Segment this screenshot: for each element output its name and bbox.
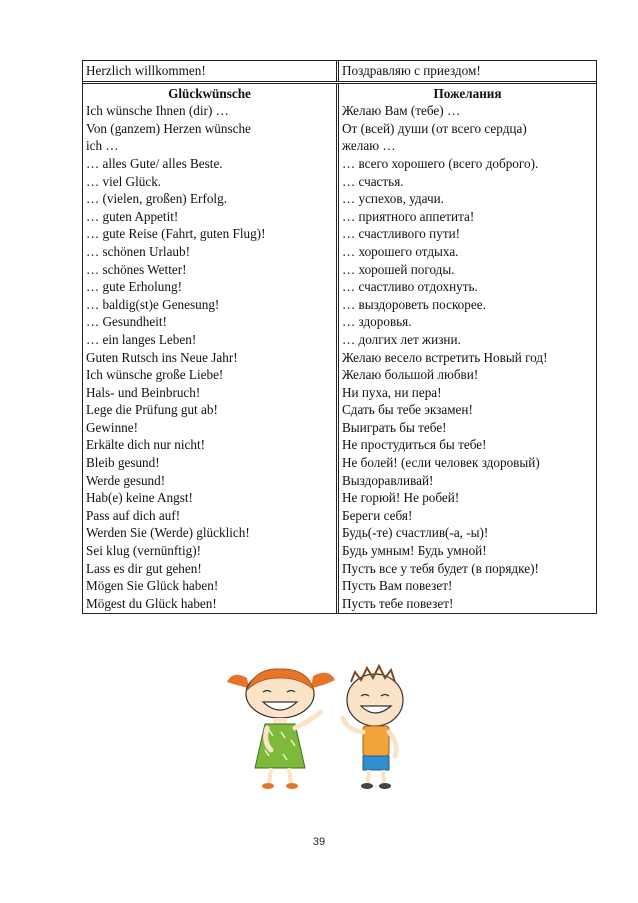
de-phrase-line: … guten Appetit! [86,208,179,224]
ru-phrase-line: … хорошей погоды. [342,261,455,277]
girl-figure [227,669,335,789]
de-phrase-line: Mögest du Glück haben! [86,595,217,611]
ru-phrase-line: … всего хорошего (всего доброго). [342,155,539,171]
ru-phrase-line: Не болей! (если человек здоровый) [342,455,540,471]
table-header-row [83,61,596,81]
ru-phrase-line: … счастливого пути! [342,226,461,242]
russian-column [339,84,596,614]
de-phrase-line: ich … [86,138,119,154]
de-phrase-line: Erkälte dich nur nicht! [86,437,206,453]
ru-phrase-line: Ни пуха, ни пера! [342,384,442,400]
de-phrase-line: … viel Glück. [86,173,162,189]
header-cell-ru: Поздравляю с приездом! [342,63,481,78]
de-phrase-line: Hals- und Beinbruch! [86,384,201,400]
ru-phrase-line: Выздоравливай! [342,472,434,488]
ru-phrase-line: Не простудиться бы тебе! [342,437,487,453]
de-phrase-line: Lege die Prüfung gut ab! [86,402,218,418]
ru-phrase-line: Пусть все у тебя будет (в порядке)! [342,560,539,576]
de-phrase-line: Mögen Sie Glück haben! [86,578,219,594]
de-phrase-line: Sei klug (vernünftig)! [86,543,201,559]
ru-phrase-line: … успехов, удачи. [342,191,444,207]
ru-phrase-line: Желаю большой любви! [342,367,479,383]
de-phrase-line: Bleib gesund! [86,455,160,471]
two-cartoon-kids-illustration [225,660,425,790]
de-phrase-line: … alles Gute/ alles Beste. [86,155,223,171]
german-phrase-list [86,102,333,612]
ru-phrase-line: От (всей) души (от всего сердца) [342,120,527,136]
ru-phrase-line: … счастья. [342,173,404,189]
ru-phrase-line: … долгих лет жизни. [342,331,461,347]
boy-figure [343,666,403,789]
de-phrase-line: Lass es dir gut gehen! [86,560,202,576]
de-phrase-line: Pass auf dich auf! [86,507,181,523]
de-phrase-line: Ich wünsche Ihnen (dir) … [86,103,229,119]
de-phrase-line: … Gesundheit! [86,314,167,330]
ru-phrase-line: Пусть тебе повезет! [342,595,454,611]
ru-phrase-line: … счастливо отдохнуть. [342,279,478,295]
german-column-title: Glückwünsche [168,85,251,101]
de-phrase-line: … schönes Wetter! [86,261,187,277]
german-column [83,84,339,614]
ru-phrase-line: Пусть Вам повезет! [342,578,453,594]
table-body-row [83,81,596,614]
ru-phrase-line: Желаю весело встретить Новый год! [342,349,548,365]
russian-phrase-list [342,102,593,612]
de-phrase-line: Guten Rutsch ins Neue Jahr! [86,349,238,365]
de-phrase-line: … gute Reise (Fahrt, guten Flug)! [86,226,266,242]
de-phrase-line: Werde gesund! [86,472,166,488]
phrase-table [82,60,597,614]
ru-phrase-line: Сдать бы тебе экзамен! [342,402,473,418]
de-phrase-line: Werden Sie (Werde) glücklich! [86,525,250,541]
ru-phrase-line: … приятного аппетита! [342,208,475,224]
ru-phrase-line: Береги себя! [342,507,413,523]
ru-phrase-line: Желаю Вам (тебе) … [342,103,461,119]
ru-phrase-line: Не горюй! Не робей! [342,490,460,506]
de-phrase-line: Von (ganzem) Herzen wünsche [86,120,251,136]
ru-phrase-line: … хорошего отдыха. [342,243,459,259]
ru-phrase-line: … выздороветь поскорее. [342,296,486,312]
de-phrase-line: Ich wünsche große Liebe! [86,367,224,383]
russian-column-title: Пожелания [433,85,502,101]
de-phrase-line: … baldig(st)e Genesung! [86,296,220,312]
de-phrase-line: … (vielen, großen) Erfolg. [86,191,227,207]
ru-phrase-line: Будь(-те) счастлив(-а, -ы)! [342,525,489,541]
de-phrase-line: … gute Erholung! [86,279,182,295]
de-phrase-line: … ein langes Leben! [86,331,197,347]
de-phrase-line: Hab(e) keine Angst! [86,490,193,506]
page-number: 39 [312,836,326,848]
header-cell-de: Herzlich willkommen! [83,61,339,81]
de-phrase-line: … schönen Urlaub! [86,243,191,259]
ru-phrase-line: желаю … [342,138,396,154]
ru-phrase-line: Выиграть бы тебе! [342,419,447,435]
de-phrase-line: Gewinne! [86,419,138,435]
ru-phrase-line: … здоровья. [342,314,412,330]
ru-phrase-line: Будь умным! Будь умной! [342,543,487,559]
